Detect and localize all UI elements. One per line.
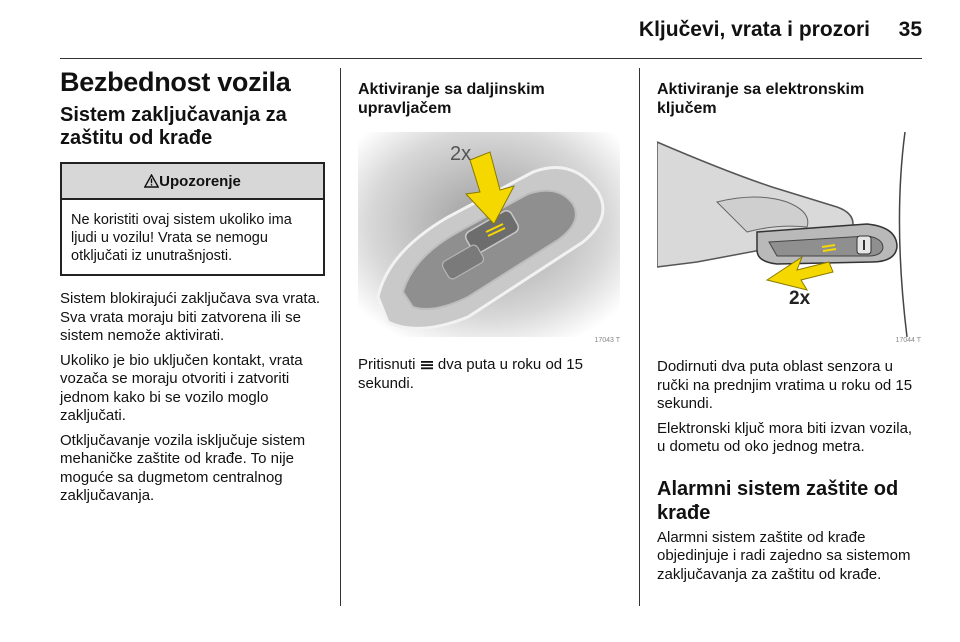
alarm-heading: Alarmni sistem zaštite od krađe <box>657 477 899 524</box>
header-divider <box>60 58 922 59</box>
paragraph: Sistem blokirajući zaključava sva vrata. Sva vrata moraju biti zatvorena ili se sistem nemože aktivirati. <box>60 290 321 344</box>
touch-twice-label <box>787 284 827 310</box>
warning-label: Upozorenje <box>159 172 241 190</box>
warning-box <box>60 162 325 276</box>
paragraph: Dodirnuti dva puta oblast senzora u ručki na prednjim vratima u roku od 15 sekundi. <box>657 358 913 412</box>
column-electronic-key <box>657 66 923 590</box>
section-heading: Aktiviranje sa elektronskim ključem <box>657 81 865 117</box>
press-twice-label <box>448 140 488 166</box>
section-subtitle: Sistem zaključavanja za zaštitu od krađe <box>60 104 287 149</box>
remote-key-illustration <box>358 132 620 337</box>
section-heading: Aktiviranje sa daljinskim upravljačem <box>358 81 545 117</box>
page-header <box>0 0 960 60</box>
figure-number: 17044 T <box>895 337 921 344</box>
column-divider-1 <box>340 68 341 606</box>
paragraph: Otključavanje vozila isključuje sistem mehaničke zaštite od krađe. To nije moguće sa dugmetom centralnog zaključavanja. <box>60 431 306 504</box>
chapter-title: Ključevi, vrata i prozori <box>638 18 870 41</box>
page-number: 35 <box>898 18 922 41</box>
paragraph: Elektronski ključ mora biti izvan vozila, u dometu od oko jednog metra. <box>657 419 913 455</box>
warning-text: Ne koristiti ovaj sistem ukoliko ima ljudi u vozilu! Vrata se nemogu otključati iz unutrašnjosti. <box>71 212 292 264</box>
remote-key-figure <box>358 132 620 342</box>
paragraph: Ukoliko je bio uključen kontakt, vrata vozača se moraju otvoriti i zatvoriti jednom kako bi se vozilo moglo zaključati. <box>60 351 303 424</box>
instruction-text <box>358 356 620 393</box>
section-title: Bezbednost vozila <box>60 67 291 97</box>
warning-triangle-icon <box>144 174 159 188</box>
instruction-text-end: dva puta u roku od 15 sekundi. <box>358 356 583 392</box>
lock-button-icon <box>420 360 434 370</box>
instruction-text-start: Pritisnuti <box>358 356 416 373</box>
column-vehicle-security <box>60 66 325 512</box>
alarm-text: Alarmni sistem zaštite od krađe objedinjuje i radi zajedno sa sistemom zaključavanja za zaštitu od krađe. <box>657 528 911 583</box>
figure-number: 17043 T <box>594 337 620 344</box>
column-remote-activation <box>358 66 620 399</box>
column-divider-2 <box>639 68 640 606</box>
warning-header <box>62 164 323 200</box>
door-handle-figure <box>657 132 921 342</box>
figure-label: 2x <box>789 288 811 309</box>
figure-label: 2x <box>450 143 472 165</box>
